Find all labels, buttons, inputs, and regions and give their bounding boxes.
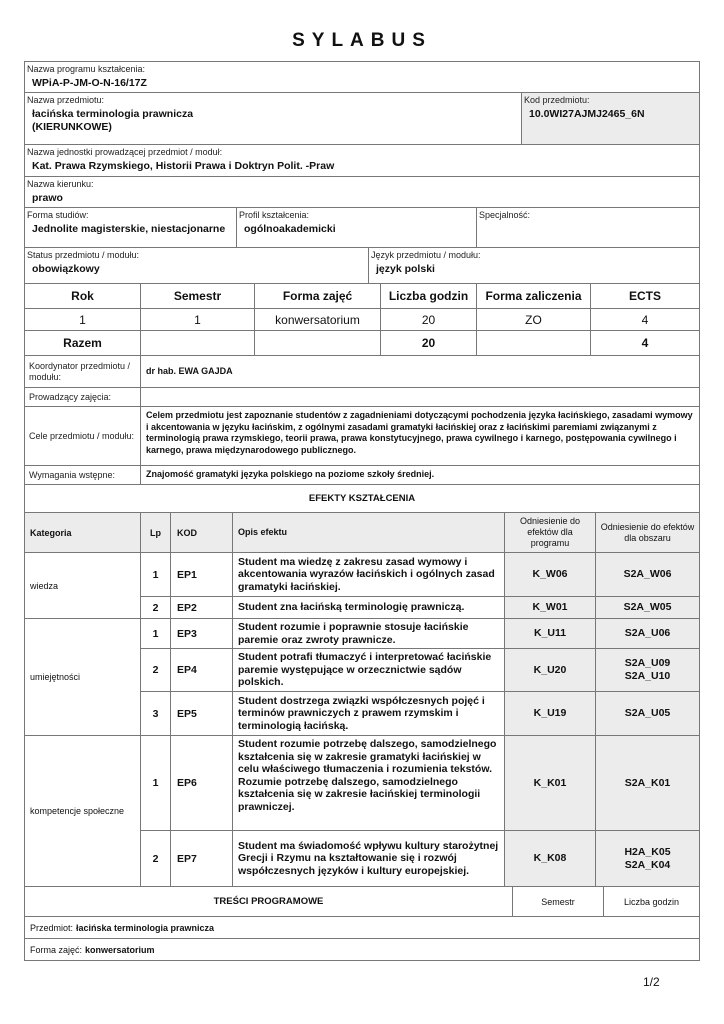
subject-row — [25, 93, 699, 145]
effect-ref-program: K_K01 — [505, 736, 596, 830]
effect-code: EP5 — [171, 692, 233, 735]
coordinator-row — [25, 356, 699, 388]
profile-value: ogólnoakademicki — [244, 223, 336, 235]
header-ref-program: Odniesienie do efektów dla programu — [505, 513, 596, 552]
program-row — [25, 62, 699, 93]
effects-header-row — [25, 513, 699, 553]
effect-lp: 2 — [141, 649, 171, 691]
subject-value: łacińska terminologia prawnicza — [32, 108, 194, 120]
col-ects: ECTS — [628, 289, 661, 303]
col-forma-zaliczenia: Forma zaliczenia — [477, 284, 591, 308]
effect-ref-program: K_U11 — [505, 619, 596, 648]
effect-lp: 2 — [141, 597, 171, 618]
header-description: Opis efektu — [233, 513, 505, 552]
group-category: wiedza — [25, 553, 141, 618]
goals-row — [25, 407, 699, 466]
unit-cell — [25, 145, 699, 176]
cell-semestr: 1 — [141, 309, 255, 330]
effect-row — [141, 649, 699, 692]
profile-label: Profil kształcenia: — [239, 210, 310, 220]
effect-description: Student rozumie potrzebę dalszego, samodzielnego kształcenia się w zakresie gramatyki łacińskiej w celu właściwego tłumaczenia i rozumienia tekstów. Rozumie potrzebę dalszego, samodzielnego kształcenia się w zakresie łacińskiej terminologii prawniczej. — [233, 736, 505, 830]
content-subject-row — [25, 917, 699, 939]
cell-forma-zajec: konwersatorium — [255, 309, 381, 330]
effects-group-umiejetnosci — [25, 619, 699, 736]
cell-rok: 1 — [25, 309, 141, 330]
effect-ref-program: K_K08 — [505, 831, 596, 886]
effect-description: Student zna łacińską terminologię prawniczą. — [233, 597, 505, 618]
content-header-row — [25, 887, 699, 917]
subject-code-label: Kod przedmiotu: — [524, 95, 590, 105]
page-number: 1/2 — [643, 975, 660, 989]
instructor-value — [141, 388, 699, 406]
requirements-label: Wymagania wstępne: — [25, 466, 141, 484]
coordinator-value: dr hab. EWA GAJDA — [146, 365, 233, 376]
field-row — [25, 177, 699, 208]
effects-group-wiedza — [25, 553, 699, 619]
effect-lp: 3 — [141, 692, 171, 735]
effects-title: EFEKTY KSZTAŁCENIA — [308, 493, 416, 504]
content-form-row — [25, 939, 699, 960]
total-forma-zajec — [255, 331, 381, 355]
effect-ref-program: K_U20 — [505, 649, 596, 691]
effect-code: EP7 — [171, 831, 233, 886]
instructor-label: Prowadzący zajęcia: — [25, 388, 141, 406]
effect-description: Student potrafi tłumaczyć i interpretować łacińskie paremie występujące w orzecznictwie sądów polskich. — [233, 649, 505, 691]
effect-ref-area: S2A_W05 — [596, 597, 699, 618]
effect-description: Student dostrzega związki współczesnych pojęć i terminów prawniczych z prawem rzymskim i terminologią łacińską. — [233, 692, 505, 735]
effects-title-row — [25, 485, 699, 513]
specialty-label: Specjalność: — [479, 210, 531, 220]
effect-row — [141, 597, 699, 618]
effect-ref-area: S2A_U09 S2A_U10 — [596, 649, 699, 691]
header-code: KOD — [171, 513, 233, 552]
language-value: język polski — [376, 263, 435, 275]
field-value: prawo — [32, 192, 63, 204]
effects-group-kompetencje — [25, 736, 699, 887]
effect-ref-program: K_U19 — [505, 692, 596, 735]
effect-row — [141, 619, 699, 649]
total-forma-zaliczenia — [477, 331, 591, 355]
effect-row — [141, 736, 699, 831]
effect-ref-program: K_W01 — [505, 597, 596, 618]
language-cell — [369, 248, 699, 283]
effect-row — [141, 692, 699, 735]
cell-forma-zaliczenia: ZO — [477, 309, 591, 330]
content-title: TREŚCI PROGRAMOWE — [25, 887, 513, 916]
profile-cell — [237, 208, 477, 247]
effect-ref-area: S2A_U06 — [596, 619, 699, 648]
year-table-row — [25, 309, 699, 331]
status-cell — [25, 248, 369, 283]
header-ref-area: Odniesienie do efektów dla obszaru — [596, 513, 699, 552]
effect-ref-area: S2A_W06 — [596, 553, 699, 596]
content-form-label: Forma zajęć: — [30, 944, 83, 955]
status-value: obowiązkowy — [32, 263, 100, 275]
unit-value: Kat. Prawa Rzymskiego, Historii Prawa i Doktryn Polit. -Praw — [32, 160, 335, 172]
effect-description: Student ma wiedzę z zakresu zasad wymowy i akcentowania wyrazów łacińskich i ogólnych zasad gramatyki łacińskiej. — [233, 553, 505, 596]
subject-code-cell — [522, 93, 699, 144]
effect-ref-area: S2A_U05 — [596, 692, 699, 735]
effect-lp: 1 — [141, 736, 171, 830]
goals-value: Celem przedmiotu jest zapoznanie studentów z zagadnieniami dotyczącymi pochodzenia języka łacińskiego, zasadami wymowy i akcentowania w języku łacińskim, z ogólnymi zasadami gramatyki łacińskiej oraz z łacińskimi paremiami związanymi z terminologią prawa rzymskiego, teorii prawa, prawa konstytucyjnego, prawa cywilnego i karnego, postępowania cywilnego i karnego, prawa międzynarodowego publicznego. — [146, 410, 693, 455]
program-label: Nazwa programu kształcenia: — [27, 64, 146, 74]
content-semester-header: Semestr — [513, 887, 604, 916]
field-cell — [25, 177, 699, 207]
subject-cell — [25, 93, 522, 144]
group-category: umiejętności — [25, 619, 141, 735]
effect-ref-area: S2A_K01 — [596, 736, 699, 830]
total-hours: 20 — [381, 331, 477, 355]
total-ects: 4 — [641, 336, 649, 350]
effect-code: EP2 — [171, 597, 233, 618]
requirements-value: Znajomość gramatyki języka polskiego na poziome szkoły średniej. — [146, 469, 435, 480]
study-form-cell — [25, 208, 237, 247]
year-table-total — [25, 331, 699, 356]
col-liczba-godzin: Liczba godzin — [381, 284, 477, 308]
unit-row — [25, 145, 699, 177]
group-category: kompetencje społeczne — [25, 736, 141, 886]
content-subject-label: Przedmiot: — [30, 922, 74, 933]
effect-lp: 2 — [141, 831, 171, 886]
effect-row — [141, 553, 699, 597]
field-label: Nazwa kierunku: — [27, 179, 94, 189]
content-subject — [25, 917, 699, 938]
effect-code: EP6 — [171, 736, 233, 830]
col-semestr: Semestr — [141, 284, 255, 308]
total-semestr — [141, 331, 255, 355]
effect-code: EP3 — [171, 619, 233, 648]
instructor-row — [25, 388, 699, 407]
subject-code-value: 10.0WI27AJMJ2465_6N — [529, 108, 645, 120]
year-table-header — [25, 284, 699, 309]
total-label: Razem — [25, 331, 141, 355]
unit-label: Nazwa jednostki prowadzącej przedmiot / moduł: — [27, 147, 223, 157]
goals-label: Cele przedmiotu / modułu: — [25, 407, 141, 465]
page-title: SYLABUS — [292, 30, 432, 51]
header-category: Kategoria — [25, 513, 141, 552]
specialty-cell — [477, 208, 699, 247]
col-rok: Rok — [25, 284, 141, 308]
effect-ref-area: H2A_K05 S2A_K04 — [596, 831, 699, 886]
content-form-value: konwersatorium — [85, 944, 155, 955]
col-forma-zajec: Forma zajęć — [255, 284, 381, 308]
effect-ref-program: K_W06 — [505, 553, 596, 596]
effect-description: Student rozumie i poprawnie stosuje łacińskie paremie oraz zwroty prawnicze. — [233, 619, 505, 648]
content-form — [25, 939, 699, 960]
study-form-value: Jednolite magisterskie, niestacjonarne — [32, 223, 226, 235]
language-label: Język przedmiotu / modułu: — [371, 250, 481, 260]
subject-type: (KIERUNKOWE) — [32, 121, 112, 133]
coordinator-label: Koordynator przedmiotu / modułu: — [25, 356, 141, 387]
requirements-row — [25, 466, 699, 485]
study-form-label: Forma studiów: — [27, 210, 89, 220]
effect-row — [141, 831, 699, 886]
effect-lp: 1 — [141, 553, 171, 596]
study-row — [25, 208, 699, 248]
cell-ects: 4 — [641, 312, 649, 327]
content-hours-header: Liczba godzin — [623, 896, 680, 907]
effect-lp: 1 — [141, 619, 171, 648]
status-row — [25, 248, 699, 284]
effect-description: Student ma świadomość wpływu kultury starożytnej Grecji i Rzymu na kształtowanie się i rozwój współczesnych języków i kultury europejskiej. — [233, 831, 505, 886]
effect-code: EP4 — [171, 649, 233, 691]
cell-liczba-godzin: 20 — [381, 309, 477, 330]
program-value: WPiA-P-JM-O-N-16/17Z — [32, 77, 147, 89]
program-cell — [25, 62, 699, 92]
content-subject-value: łacińska terminologia prawnicza — [76, 922, 215, 933]
subject-label: Nazwa przedmiotu: — [27, 95, 105, 105]
syllabus-document — [24, 61, 700, 961]
status-label: Status przedmiotu / modułu: — [27, 250, 140, 260]
header-lp: Lp — [141, 513, 171, 552]
effect-code: EP1 — [171, 553, 233, 596]
